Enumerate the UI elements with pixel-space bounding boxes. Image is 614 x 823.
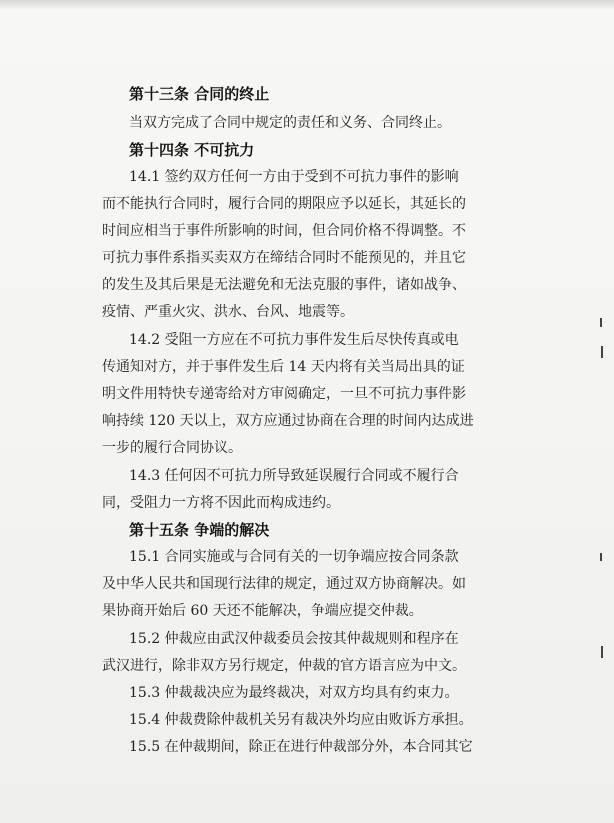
clause-14-1-line: 的发生及其后果是无法避免和无法克服的事件，诸如战争、 [102,277,466,293]
clause-14-2-line: 传通知对方，并于事件发生后 14 天内将有关当局出具的证 [102,359,465,375]
scan-mark [601,646,603,658]
scan-top-shadow [0,0,614,10]
clause-15-5-line: 15.5 在仲裁期间，除正在进行仲裁部分外，本合同其它 [129,739,473,755]
clause-14-3-line: 同，受阻力一方将不因此而构成违约。 [102,495,340,511]
clause-14-2-line: 响持续 120 天以上，双方应通过协商在合理的时间内达成进 [102,413,474,429]
clause-14-2-line: 一步的履行合同协议。 [102,440,242,456]
clause-15-1-line: 果协商开始后 60 天还不能解决，争端应提交仲裁。 [102,603,423,619]
clause-14-3-line: 14.3 任何因不可抗力所导致延误履行合同或不履行合 [129,468,459,484]
clause-14-1-line: 时间应相当于事件所影响的时间，但合同价格不得调整。不 [102,223,466,239]
article-14-heading: 第十四条 不可抗力 [129,141,255,159]
clause-15-2-line: 15.2 仲裁应由武汉仲裁委员会按其仲裁规则和程序在 [129,631,459,647]
clause-15-1-line: 及中华人民共和国现行法律的规定，通过双方协商解决。如 [102,576,466,592]
clause-14-2-line: 明文件用特快专递寄给对方审阅确定，一旦不可抗力事件影 [102,386,466,402]
clause-14-1-line: 14.1 签约双方任何一方由于受到不可抗力事件的影响 [129,169,459,185]
clause-15-2-line: 武汉进行，除非双方另行规定，仲裁的官方语言应为中文。 [102,658,466,674]
article-13-line: 当双方完成了合同中规定的责任和义务、合同终止。 [129,115,451,131]
scan-mark [600,318,602,327]
article-13-heading: 第十三条 合同的终止 [129,85,270,103]
scan-mark [600,553,602,561]
clause-14-2-line: 14.2 受阻一方应在不可抗力事件发生后尽快传真或电 [129,332,459,348]
clause-14-1-line: 而不能执行合同时，履行合同的期限应予以延长，其延长的 [102,196,466,212]
scan-mark [601,346,603,358]
clause-14-1-line: 可抗力事件系指买卖双方在缔结合同时不能预见的，并且它 [102,250,466,266]
clause-15-4-line: 15.4 仲裁费除仲裁机关另有裁决外均应由败诉方承担。 [129,712,473,728]
article-15-heading: 第十五条 争端的解决 [129,521,270,539]
clause-15-1-line: 15.1 合同实施或与合同有关的一切争端应按合同条款 [129,549,459,565]
clause-15-3-line: 15.3 仲裁裁决应为最终裁决，对双方均具有约束力。 [129,685,459,701]
clause-14-1-line: 疫情、严重火灾、洪水、台风、地震等。 [102,304,354,320]
